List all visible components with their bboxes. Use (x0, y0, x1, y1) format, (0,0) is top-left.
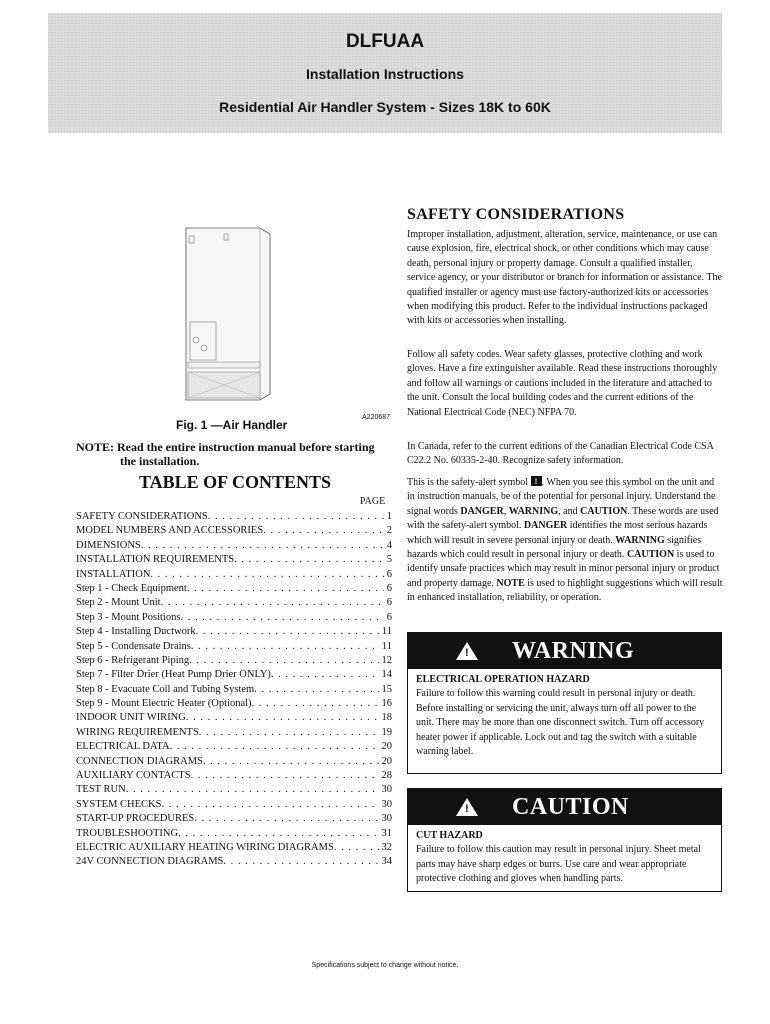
safety-paragraph-2: Follow all safety codes. Wear safety glasses, protective clothing and work gloves. Have a fire extinguisher available. Read these instructions thoroughly and follow all warnings or cautions included in the literature and attached to the unit. Consult the local building codes and the current editions of the National Electrical Code (NEC) NFPA 70. (407, 349, 718, 418)
toc-entry[interactable] (76, 740, 392, 754)
toc-entry[interactable] (76, 855, 392, 869)
toc-leader-dots (161, 798, 378, 812)
text-span: identifies the most serious hazards which will result in severe personal injury or death. (407, 520, 708, 546)
toc-entry[interactable] (76, 654, 392, 668)
toc-entry-title: TEST RUN (76, 784, 126, 796)
caution-box (407, 788, 722, 892)
toc-entry-title: CONNECTION DIAGRAMS (76, 755, 203, 767)
toc-entry-page: 32 (381, 841, 392, 853)
toc-leader-dots (194, 812, 378, 826)
toc-entry-page: 11 (381, 626, 392, 638)
caution-triangle-icon (456, 798, 478, 816)
safety-alert-icon (531, 476, 542, 486)
toc-entry-title: WIRING REQUIREMENTS (76, 726, 199, 738)
toc-entry[interactable] (76, 812, 392, 826)
toc-entry-page: 30 (381, 784, 392, 796)
toc-entry[interactable] (76, 625, 392, 639)
signal-word-caution: CAUTION (580, 505, 628, 517)
toc-entry[interactable] (76, 524, 392, 538)
footer-note: Specifications subject to change without notice. (311, 962, 459, 969)
toc-leader-dots (199, 726, 379, 740)
toc-entry[interactable] (76, 726, 392, 740)
toc-leader-dots (180, 611, 383, 625)
toc-entry[interactable] (76, 510, 392, 524)
toc-leader-dots (223, 855, 378, 869)
caution-text: Failure to follow this caution may result in personal injury. Sheet metal parts may have sharp edges or burrs. Use care and wear appropriate protective clothing and gloves when handling parts. (416, 844, 701, 885)
text-span: This is the safety-alert symbol (407, 477, 529, 488)
toc-entry-title: START-UP PROCEDURES (76, 813, 195, 825)
figure-caption: Fig. 1 —Air Handler (176, 418, 288, 432)
toc-entry[interactable] (76, 596, 392, 610)
toc-page-label: PAGE (360, 496, 386, 507)
toc-entry-title: AUXILIARY CONTACTS (76, 770, 191, 782)
caution-word: CAUTION (512, 793, 629, 820)
toc-entry-page: 4 (386, 539, 392, 551)
toc-entry-title: ELECTRICAL DATA (76, 741, 170, 753)
toc-leader-dots (186, 711, 379, 725)
toc-entry-title: Step 5 - Condensate Drains (76, 640, 191, 652)
toc-leader-dots (203, 755, 379, 769)
warning-banner (408, 633, 721, 669)
caution-body (408, 825, 721, 893)
toc-entry-page: 6 (386, 597, 392, 609)
warning-word: WARNING (512, 637, 635, 664)
toc-leader-dots (263, 524, 384, 538)
signal-word-caution: CAUTION (626, 549, 675, 561)
toc-leader-dots (189, 654, 378, 668)
toc-entry[interactable] (76, 827, 392, 841)
toc-entry-page: 18 (381, 712, 392, 724)
toc-leader-dots (334, 841, 379, 855)
toc-entry-page: 6 (386, 611, 392, 623)
toc-entry-title: Step 6 - Refrigerant Piping (76, 654, 190, 666)
toc-entry-page: 5 (386, 554, 392, 566)
text-span: is used to highlight suggestions which will result in enhanced installation, reliability, or operation. (407, 577, 723, 604)
toc-entry-page: 30 (381, 798, 392, 810)
toc-entry-title: Step 4 - Installing Ductwork (76, 626, 196, 638)
air-handler-illustration (180, 222, 272, 402)
toc-leader-dots (254, 683, 378, 697)
toc-entry-page: 2 (386, 525, 392, 537)
toc-entry[interactable] (76, 539, 392, 553)
toc-entry-title: Step 8 - Evacuate Coil and Tubing System (76, 683, 255, 695)
toc-leader-dots (252, 697, 379, 711)
toc-leader-dots (170, 740, 379, 754)
toc-leader-dots (187, 582, 384, 596)
signal-word-danger: DANGER (460, 505, 504, 517)
toc-heading: TABLE OF CONTENTS (138, 472, 332, 492)
safety-paragraph-1: Improper installation, adjustment, alteration, service, maintenance, or use can cause explosion, fire, electrical shock, or other conditions which may cause death, personal injury or property damage. Consult a qualified installer, service agency, or your distributor or branch for information or assistance. The qualified installer or agency must use factory-authorized kits or accessories when modifying this product. Refer to the individual instructions packaged with kits or accessories when installing. (407, 229, 722, 327)
toc-entry[interactable] (76, 769, 392, 783)
toc-entry-page: 28 (381, 770, 392, 782)
toc-entry-title: DIMENSIONS (76, 539, 141, 551)
table-of-contents (76, 510, 392, 870)
toc-leader-dots (126, 783, 379, 797)
toc-leader-dots (161, 596, 384, 610)
toc-entry-title: Step 3 - Mount Positions (76, 611, 181, 623)
toc-entry[interactable] (76, 568, 392, 582)
text-span: . These words are used with the safety-alert symbol. (407, 505, 719, 532)
warning-box (407, 632, 722, 774)
toc-entry-page: 20 (381, 755, 392, 767)
toc-entry-title: INDOOR UNIT WIRING (76, 712, 186, 724)
toc-entry-page: 1 (386, 511, 392, 522)
toc-entry-page: 6 (386, 568, 392, 580)
toc-entry-page: 15 (381, 683, 392, 695)
text-span: signifies hazards which could result in personal injury or death. (407, 534, 702, 561)
toc-leader-dots (234, 553, 384, 567)
toc-entry-page: 16 (381, 698, 392, 710)
toc-entry[interactable] (76, 697, 392, 711)
toc-entry[interactable] (76, 553, 392, 567)
toc-entry-page: 30 (381, 813, 392, 825)
toc-entry[interactable] (76, 798, 392, 812)
signal-word-warning: WARNING (508, 505, 559, 517)
toc-leader-dots (196, 625, 379, 639)
toc-entry[interactable] (76, 755, 392, 769)
caution-banner (408, 789, 721, 825)
text-span: is used to identify unsafe practices which may result in minor personal injury or product and property damage. (407, 549, 720, 589)
text-span: , and (558, 505, 578, 517)
toc-leader-dots (191, 769, 379, 783)
toc-entry-title: INSTALLATION REQUIREMENTS (76, 554, 235, 566)
document-subtitle: Installation Instructions (306, 66, 464, 82)
toc-entry-title: Step 7 - Filter Drier (Heat Pump Drier ONLY) (76, 669, 271, 681)
toc-entry-title: Step 2 - Mount Unit (76, 597, 161, 609)
toc-leader-dots (191, 640, 379, 654)
toc-entry[interactable] (76, 582, 392, 596)
safety-paragraph-3: In Canada, refer to the current editions of the Canadian Electrical Code CSA C22.2 No. 60335-2-40. Recognize safety information. (407, 441, 714, 467)
toc-entry-page: 20 (381, 741, 392, 753)
warning-text: Failure to follow this warning could result in personal injury or death. Before installing or servicing the unit, always turn off all power to the unit. There may be more than one disconnect switch. Turn off accessory heater power if applicable. Lock out and tag the switch with a suitable warning label. (416, 688, 705, 758)
toc-entry-title: SYSTEM CHECKS (76, 798, 162, 810)
toc-entry[interactable] (76, 783, 392, 797)
header-band (48, 13, 722, 133)
toc-leader-dots (141, 539, 384, 553)
toc-entry[interactable] (76, 611, 392, 625)
note-line-2: the installation. (120, 454, 200, 468)
toc-leader-dots (150, 568, 383, 582)
toc-entry[interactable] (76, 841, 392, 855)
toc-entry-title: INSTALLATION (76, 568, 151, 580)
toc-leader-dots (208, 510, 384, 524)
toc-leader-dots (271, 668, 379, 682)
warning-body (408, 669, 721, 765)
safety-paragraph-4 (407, 476, 723, 606)
toc-entry-page: 34 (381, 856, 392, 868)
toc-entry-page: 12 (381, 654, 392, 666)
warning-label: ELECTRICAL OPERATION HAZARD (416, 674, 590, 685)
toc-entry[interactable] (76, 711, 392, 725)
toc-entry-title: TROUBLESHOOTING (76, 827, 179, 839)
text-span: , (503, 505, 507, 517)
note (76, 440, 394, 468)
toc-entry-page: 19 (381, 726, 392, 738)
signal-word-danger: DANGER (523, 520, 568, 532)
toc-entry[interactable] (76, 640, 392, 654)
note-line-1: NOTE: Read the entire instruction manual before starting (76, 440, 375, 454)
toc-entry[interactable] (76, 683, 392, 697)
toc-entry-title: ELECTRIC AUXILIARY HEATING WIRING DIAGRAMS (76, 841, 334, 853)
text-span: . When you see this symbol on the unit and in instruction manuals, be of the potential for personal injury. Understand the signal words (407, 477, 716, 517)
signal-word-note: NOTE (496, 577, 525, 589)
toc-entry[interactable] (76, 668, 392, 682)
document-title: DLFUAA (345, 31, 425, 52)
toc-entry-title: SAFETY CONSIDERATIONS (76, 511, 208, 522)
signal-word-warning: WARNING (615, 534, 665, 546)
toc-entry-page: 31 (381, 827, 392, 839)
toc-entry-page: 6 (386, 582, 392, 594)
toc-leader-dots (178, 827, 378, 841)
figure-id: A220687 (362, 414, 391, 421)
toc-entry-title: 24V CONNECTION DIAGRAMS (76, 856, 224, 868)
toc-entry-title: Step 1 - Check Equipment (76, 582, 187, 594)
toc-entry-title: Step 9 - Mount Electric Heater (Optional) (76, 698, 252, 710)
safety-heading: SAFETY CONSIDERATIONS (407, 206, 625, 223)
caution-label: CUT HAZARD (416, 830, 483, 841)
toc-entry-page: 14 (381, 669, 392, 681)
toc-entry-page: 11 (381, 640, 392, 652)
warning-triangle-icon (456, 642, 478, 660)
toc-entry-title: MODEL NUMBERS AND ACCESSORIES (76, 525, 264, 537)
document-subtitle-model: Residential Air Handler System - Sizes 18K to 60K (219, 99, 551, 115)
